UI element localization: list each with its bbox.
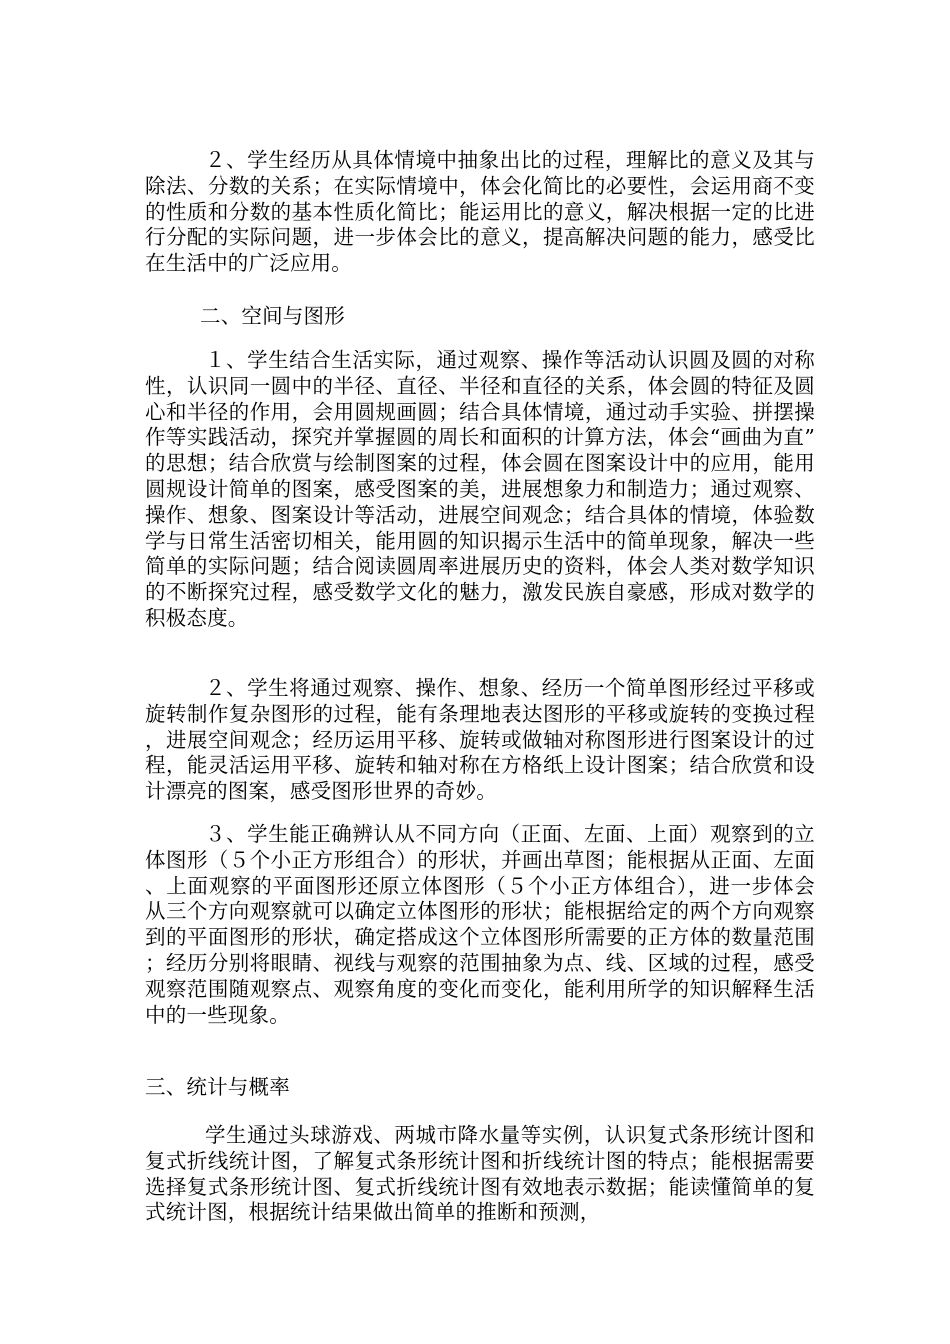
paragraph-transformation: ２、学生将通过观察、操作、想象、经历一个简单图形经过平移或旋转制作复杂图形的过程，能有条理地表达图形的平移或旋转的变换过程，进展空间观念；经历运用平移、旋转或做轴对称图形进行图案设计的过程，能灵活运用平移、旋转和轴对称在方格纸上设计图案；结合欣赏和设计漂亮的图案，感受图形世界的奇妙。 — [145, 676, 815, 804]
paragraph-circle: １、学生结合生活实际，通过观察、操作等活动认识圆及圆的对称性，认识同一圆中的半径、直径、半径和直径的关系，体会圆的特征及圆心和半径的作用，会用圆规画圆；结合具体情境，通过动手实验、拼摆操作等实践活动，探究并掌握圆的周长和面积的计算方法，体会“画曲为直”的思想；结合欣赏与绘制图案的过程，体会圆在图案设计中的应用，能用圆规设计简单的图案，感受图案的美，进展想象力和制造力；通过观察、操作、想象、图案设计等活动，进展空间观念；结合具体的情境，体验数学与日常生活密切相关，能用圆的知识揭示生活中的简单现象，解决一些简单的实际问题；结合阅读圆周率进展历史的资料，体会人类对数学知识的不断探究过程，感受数学文化的魅力，激发民族自豪感，形成对数学的积极态度。 — [145, 348, 815, 630]
paragraph-views: ３、学生能正确辨认从不同方向（正面、左面、上面）观察到的立体图形（５个小正方形组合）的形状，并画出草图；能根据从正面、左面、上面观察的平面图形还原立体图形（５个小正方体组合），进一步体会从三个方向观察就可以确定立体图形的形状；能根据给定的两个方向观察到的平面图形的形状，确定搭成这个立体图形所需要的正方体的数量范围；经历分别将眼睛、视线与观察的范围抽象为点、线、区域的过程，感受观察范围随观察点、观察角度的变化而变化，能利用所学的知识解释生活中的一些现象。 — [145, 822, 815, 1027]
section-heading-statistics: 三、统计与概率 — [145, 1075, 290, 1099]
section-heading-space-and-shapes: 二、空间与图形 — [200, 304, 345, 328]
paragraph-ratio: ２、学生经历从具体情境中抽象出比的过程，理解比的意义及其与除法、分数的关系；在实际情境中，体会化简比的必要性，会运用商不变的性质和分数的基本性质化简比；能运用比的意义，解决根据一定的比进行分配的实际问题，进一步体会比的意义，提高解决问题的能力，感受比在生活中的广泛应用。 — [145, 148, 815, 276]
paragraph-statistics: 学生通过头球游戏、两城市降水量等实例，认识复式条形统计图和复式折线统计图，了解复式条形统计图和折线统计图的特点；能根据需要选择复式条形统计图、复式折线统计图有效地表示数据；能读懂简单的复式统计图，根据统计结果做出简单的推断和预测， — [145, 1123, 815, 1225]
